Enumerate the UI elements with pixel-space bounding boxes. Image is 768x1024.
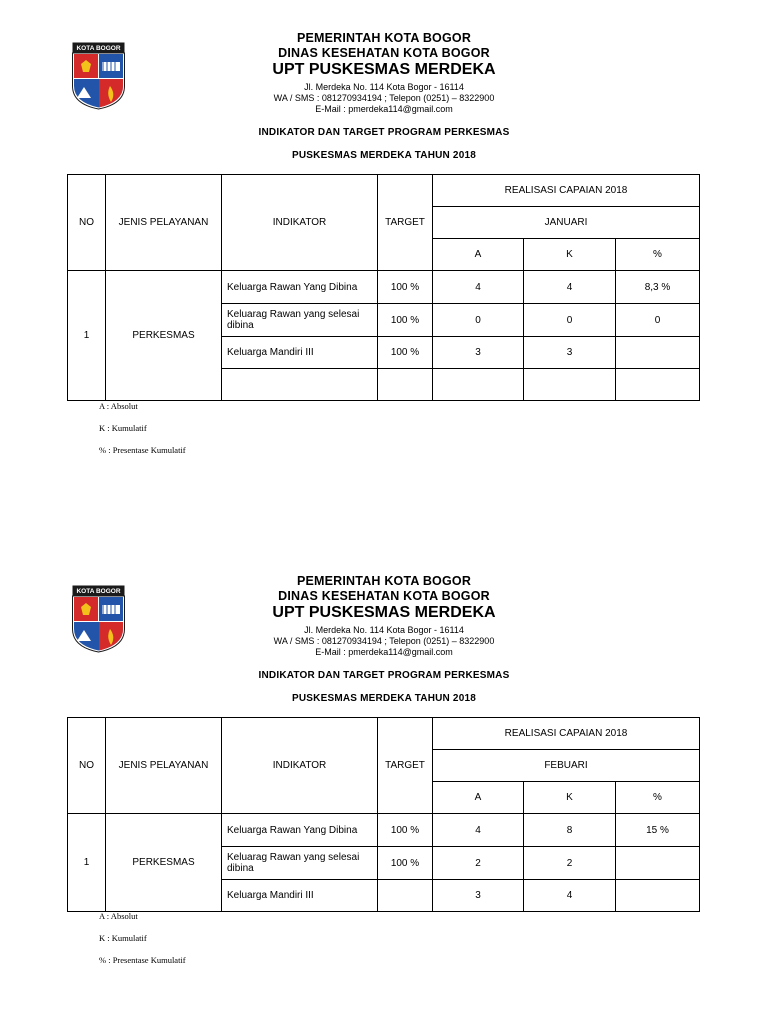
- col-header-no: NO: [68, 175, 106, 271]
- col-header-no: NO: [68, 718, 106, 814]
- col-header-k: K: [524, 239, 616, 271]
- cell-indikator: Keluarag Rawan yang selesai dibina: [222, 304, 378, 337]
- header-line2: DINAS KESEHATAN KOTA BOGOR: [278, 589, 490, 603]
- cell-a: 4: [433, 814, 524, 847]
- col-header-month: FEBUARI: [433, 750, 700, 782]
- cell-k: 4: [524, 271, 616, 304]
- cell-a: 3: [433, 880, 524, 912]
- header-email: E-Mail : pmerdeka114@gmail.com: [315, 104, 453, 114]
- col-header-indikator: INDIKATOR: [222, 175, 378, 271]
- cell-a: 2: [433, 847, 524, 880]
- cell-indikator: Keluarga Rawan Yang Dibina: [222, 814, 378, 847]
- header-email: E-Mail : pmerdeka114@gmail.com: [315, 647, 453, 657]
- table-row: [68, 814, 700, 847]
- cell-target: 100 %: [378, 847, 433, 880]
- legend-kumulatif: K : Kumulatif: [99, 423, 147, 433]
- cell-indikator: Keluarga Rawan Yang Dibina: [222, 271, 378, 304]
- header-line3: UPT PUSKESMAS MERDEKA: [272, 604, 496, 621]
- cell-pct: [616, 369, 700, 401]
- legend-presentase: % : Presentase Kumulatif: [99, 445, 186, 455]
- cell-k: 4: [524, 880, 616, 912]
- realization-table: [67, 717, 700, 912]
- realization-table: [67, 174, 700, 401]
- cell-no: 1: [68, 814, 106, 912]
- cell-target: 100 %: [378, 271, 433, 304]
- legend-presentase: % : Presentase Kumulatif: [99, 955, 186, 965]
- cell-target: 100 %: [378, 304, 433, 337]
- cell-k: 8: [524, 814, 616, 847]
- col-header-target: TARGET: [378, 718, 433, 814]
- cell-indikator: Keluarag Rawan yang selesai dibina: [222, 847, 378, 880]
- legend-kumulatif: K : Kumulatif: [99, 933, 147, 943]
- cell-indikator: Keluarga Mandiri III: [222, 880, 378, 912]
- col-header-month: JANUARI: [433, 207, 700, 239]
- report-title: INDIKATOR DAN TARGET PROGRAM PERKESMAS: [258, 670, 510, 681]
- logo-text: KOTA BOGOR: [76, 588, 121, 595]
- cell-target: 100 %: [378, 337, 433, 369]
- table-row: [68, 271, 700, 304]
- col-header-jenis: JENIS PELAYANAN: [106, 718, 222, 814]
- cell-pct: 0: [616, 304, 700, 337]
- cell-pct: [616, 847, 700, 880]
- cell-jenis: PERKESMAS: [106, 271, 222, 401]
- report-january: [0, 0, 768, 480]
- header-line1: PEMERINTAH KOTA BOGOR: [296, 574, 472, 588]
- kota-bogor-logo: [72, 42, 125, 110]
- cell-k: [524, 369, 616, 401]
- col-header-jenis: JENIS PELAYANAN: [106, 175, 222, 271]
- col-header-pct: %: [616, 782, 700, 814]
- cell-k: 0: [524, 304, 616, 337]
- col-header-realisasi: REALISASI CAPAIAN 2018: [433, 718, 700, 750]
- col-header-a: A: [433, 239, 524, 271]
- table-header-row: [68, 718, 700, 750]
- cell-pct: 8,3 %: [616, 271, 700, 304]
- cell-a: 0: [433, 304, 524, 337]
- report-title: INDIKATOR DAN TARGET PROGRAM PERKESMAS: [258, 127, 510, 138]
- legend-absolut: A : Absolut: [99, 401, 138, 411]
- header-line2: DINAS KESEHATAN KOTA BOGOR: [278, 46, 490, 60]
- cell-indikator: [222, 369, 378, 401]
- cell-jenis: PERKESMAS: [106, 814, 222, 912]
- col-header-k: K: [524, 782, 616, 814]
- cell-no: 1: [68, 271, 106, 401]
- header-phone: WA / SMS : 081270934194 ; Telepon (0251) – 8322900: [273, 636, 495, 646]
- cell-k: 3: [524, 337, 616, 369]
- kota-bogor-logo: [72, 585, 125, 653]
- col-header-indikator: INDIKATOR: [222, 718, 378, 814]
- col-header-pct: %: [616, 239, 700, 271]
- col-header-a: A: [433, 782, 524, 814]
- header-address: Jl. Merdeka No. 114 Kota Bogor - 16114: [304, 82, 464, 92]
- cell-k: 2: [524, 847, 616, 880]
- cell-target: [378, 369, 433, 401]
- table-header-row: [68, 175, 700, 207]
- report-subtitle: PUSKESMAS MERDEKA TAHUN 2018: [292, 150, 476, 161]
- header-line3: UPT PUSKESMAS MERDEKA: [272, 61, 496, 78]
- header-line1: PEMERINTAH KOTA BOGOR: [296, 31, 472, 45]
- header-phone: WA / SMS : 081270934194 ; Telepon (0251) – 8322900: [273, 93, 495, 103]
- cell-a: 4: [433, 271, 524, 304]
- cell-pct: 15 %: [616, 814, 700, 847]
- cell-target: 100 %: [378, 814, 433, 847]
- report-subtitle: PUSKESMAS MERDEKA TAHUN 2018: [292, 693, 476, 704]
- cell-a: [433, 369, 524, 401]
- col-header-realisasi: REALISASI CAPAIAN 2018: [433, 175, 700, 207]
- cell-target: [378, 880, 433, 912]
- cell-pct: [616, 337, 700, 369]
- cell-indikator: Keluarga Mandiri III: [222, 337, 378, 369]
- col-header-target: TARGET: [378, 175, 433, 271]
- logo-text: KOTA BOGOR: [76, 45, 121, 52]
- report-february: [0, 543, 768, 1023]
- legend-absolut: A : Absolut: [99, 911, 138, 921]
- cell-pct: [616, 880, 700, 912]
- cell-a: 3: [433, 337, 524, 369]
- header-address: Jl. Merdeka No. 114 Kota Bogor - 16114: [304, 625, 464, 635]
